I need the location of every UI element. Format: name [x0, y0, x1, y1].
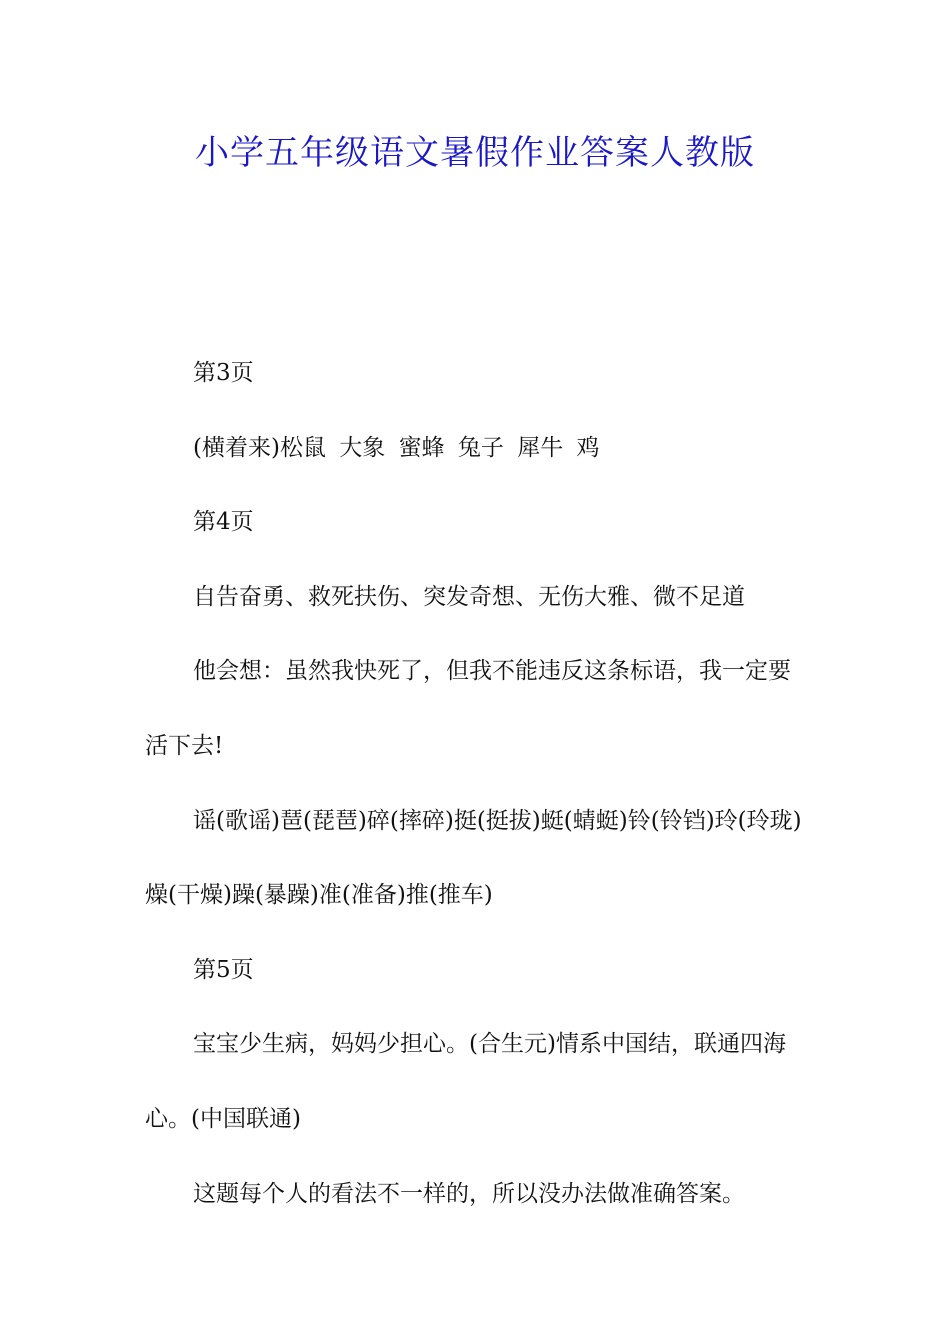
- page-heading-3: 第3页: [193, 360, 254, 386]
- document-title: 小学五年级语文暑假作业答案人教版: [195, 133, 755, 173]
- page-heading-5: 第5页: [193, 956, 254, 983]
- answer-thought: 他会想：虽然我快死了，但我不能违反这条标语，我一定要活下去!: [145, 658, 791, 759]
- page-heading-4: 第4页: [193, 509, 254, 536]
- answer-animals: (横着来)松鼠 大象 蜜蜂 兔子 犀牛 鸡: [193, 434, 600, 461]
- answer-slogans: 宝宝少生病，妈妈少担心。(合生元)情系中国结，联通四海心。(中国联通): [145, 1031, 786, 1132]
- answer-words: 谣(歌谣)琶(琵琶)碎(摔碎)挺(挺拔)蜓(蜻蜓)铃(铃铛)玲(玲珑)燥(干燥)躁(暴躁)准(准备)推(推车): [145, 807, 802, 909]
- answer-note: 这题每个人的看法不一样的，所以没办法做准确答案。: [193, 1180, 745, 1207]
- document-body: [145, 336, 810, 1231]
- answer-idioms: 自告奋勇、救死扶伤、突发奇想、无伤大雅、微不足道: [193, 583, 745, 610]
